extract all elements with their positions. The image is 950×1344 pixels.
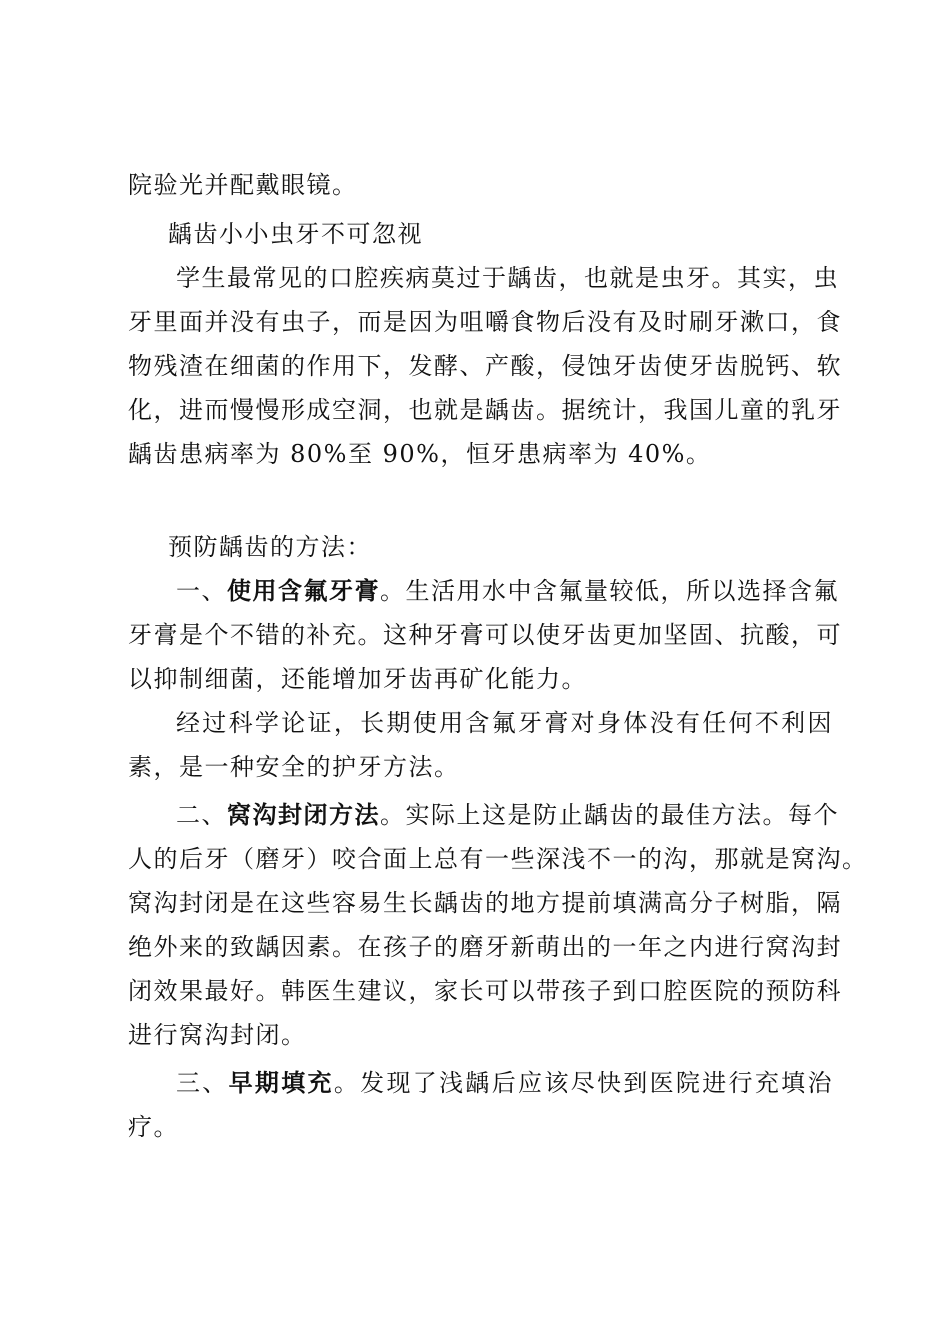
section-heading: 龋齿小小虫牙不可忽视: [168, 220, 423, 248]
paragraph-line: 疗。: [128, 1113, 179, 1141]
list-item-2-title: 窝沟封闭方法: [227, 801, 380, 829]
paragraph-line: 以抑制细菌，还能增加牙齿再矿化能力。: [128, 665, 587, 693]
paragraph-line: 牙膏是个不错的补充。这种牙膏可以使牙齿更加坚固、抗酸，可: [128, 621, 842, 649]
paragraph-line: 素，是一种安全的护牙方法。: [128, 753, 460, 781]
list-item-1-number: 一、: [176, 577, 227, 605]
paragraph-line: 窝沟封闭是在这些容易生长龋齿的地方提前填满高分子树脂，隔: [128, 889, 842, 917]
list-item-1-title: 使用含氟牙膏: [227, 577, 380, 605]
list-item-2-text: 。实际上这是防止龋齿的最佳方法。每个: [380, 801, 839, 829]
list-item-3-title: 早期填充: [228, 1069, 334, 1097]
paragraph-line: 经过科学论证，长期使用含氟牙膏对身体没有任何不利因: [176, 709, 833, 737]
paragraph-line: 人的后牙（磨牙）咬合面上总有一些深浅不一的沟，那就是窝沟。: [128, 845, 868, 873]
list-item-3-line: [176, 1066, 833, 1100]
paragraph-line: 学生最常见的口腔疾病莫过于龋齿，也就是虫牙。其实，虫: [176, 264, 839, 292]
list-item-2-line: [176, 798, 839, 832]
list-item-1-line: [176, 574, 839, 608]
paragraph-line: 龋齿患病率为 80%至 90%，恒牙患病率为 40%。: [128, 440, 712, 468]
paragraph-line: 绝外来的致龋因素。在孩子的磨牙新萌出的一年之内进行窝沟封: [128, 933, 842, 961]
paragraph-line: 牙里面并没有虫子，而是因为咀嚼食物后没有及时刷牙漱口，食: [128, 308, 842, 336]
list-item-1-text: 。生活用水中含氟量较低，所以选择含氟: [380, 577, 839, 605]
list-item-3-text: 。发现了浅龋后应该尽快到医院进行充填治: [333, 1069, 833, 1097]
paragraph-line: 进行窝沟封闭。: [128, 1021, 307, 1049]
list-item-2-number: 二、: [176, 801, 227, 829]
paragraph-line: 化，进而慢慢形成空洞，也就是龋齿。据统计，我国儿童的乳牙: [128, 396, 842, 424]
paragraph-line: 物残渣在细菌的作用下，发酵、产酸，侵蚀牙齿使牙齿脱钙、软: [128, 352, 842, 380]
paragraph-line: 闭效果最好。韩医生建议，家长可以带孩子到口腔医院的预防科: [128, 977, 842, 1005]
list-item-3-number: 三、: [176, 1069, 229, 1097]
paragraph-line: 院验光并配戴眼镜。: [128, 171, 358, 199]
list-heading: 预防龋齿的方法：: [168, 533, 372, 561]
